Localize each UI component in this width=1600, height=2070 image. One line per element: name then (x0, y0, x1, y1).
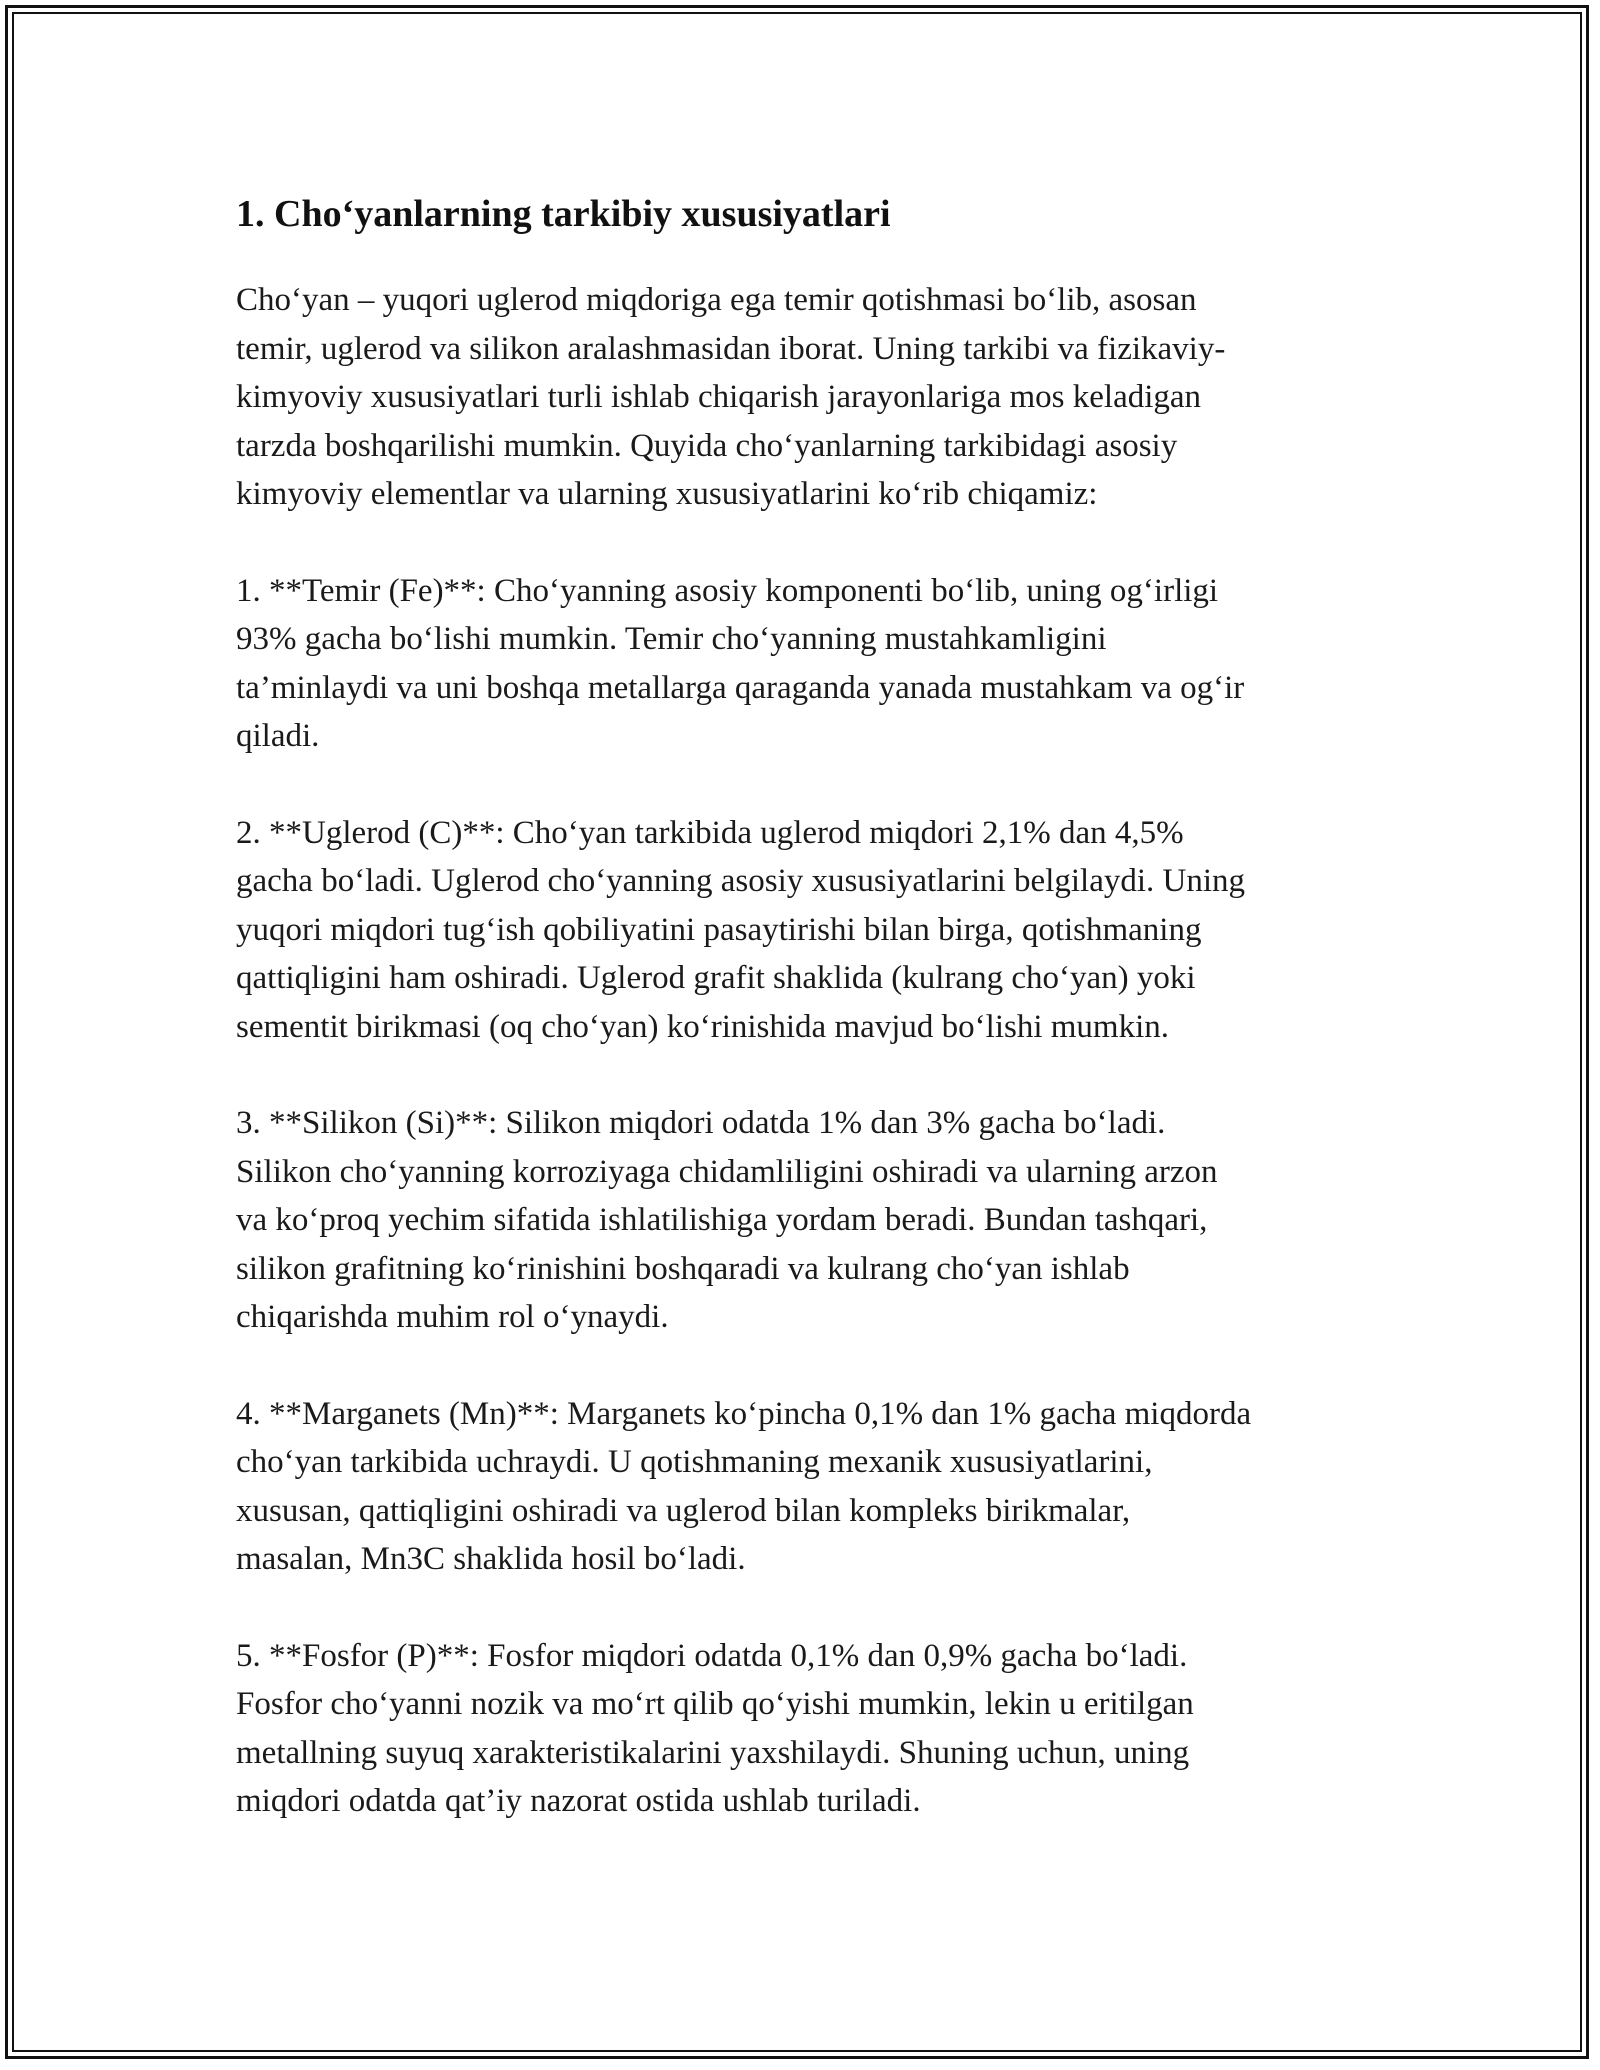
document-body (236, 186, 1376, 1874)
section-title: 1. Cho‘yanlarning tarkibiy xususiyatlari (236, 193, 891, 235)
intro-paragraph: Cho‘yan – yuqori uglerod miqdoriga ega temir qotishmasi bo‘lib, asosan temir, uglerod va silikon aralashmasidan iborat. Uning tarkibi va fizikaviy- kimyoviy xususiyatlari turli ishlab chiqarish jarayonlariga mos keladigan tarzda boshqarilishi mumkin. Quyida cho‘yanlarning tarkibidagi asosiy kimyoviy elementlar va ularning xususiyatlarini ko‘rib chiqamiz: (236, 282, 1226, 512)
paragraph-phosphorus: 5. **Fosfor (P)**: Fosfor miqdori odatda 0,1% dan 0,9% gacha bo‘ladi. Fosfor cho‘yanni nozik va mo‘rt qilib qo‘yishi mumkin, lekin u eritilgan metallning suyuq xarakteristikalarini yaxshilaydi. Shuning uchun, uning miqdori odatda qat’iy nazorat ostida ushlab turiladi. (236, 1637, 1194, 1819)
paragraph-iron: 1. **Temir (Fe)**: Cho‘yanning asosiy komponenti bo‘lib, uning og‘irligi 93% gacha bo‘lishi mumkin. Temir cho‘yanning mustahkamligini ta’minlaydi va uni boshqa metallarga qaraganda yanada mustahkam va og‘ir qiladi. (236, 572, 1245, 754)
paragraph-manganese: 4. **Marganets (Mn)**: Marganets ko‘pincha 0,1% dan 1% gacha miqdorda cho‘yan tarkibida uchraydi. U qotishmaning mexanik xususiyatlarini, xususan, qattiqligini oshiradi va uglerod bilan kompleks birikmalar, masalan, Mn3C shaklida hosil bo‘ladi. (236, 1395, 1252, 1577)
paragraph-carbon: 2. **Uglerod (C)**: Cho‘yan tarkibida uglerod miqdori 2,1% dan 4,5% gacha bo‘ladi. Uglerod cho‘yanning asosiy xususiyatlarini belgilaydi. Uning yuqori miqdori tug‘ish qobiliyatini pasaytirishi bilan birga, qotishmaning qattiqligini ham oshiradi. Uglerod grafit shaklida (kulrang cho‘yan) yoki sementit birikmasi (oq cho‘yan) ko‘rinishida mavjud bo‘lishi mumkin. (236, 814, 1246, 1045)
paragraph-silicon: 3. **Silikon (Si)**: Silikon miqdori odatda 1% dan 3% gacha bo‘ladi. Silikon cho‘yanning korroziyaga chidamliligini oshiradi va ularning arzon va ko‘proq yechim sifatida ishlatilishiga yordam beradi. Bundan tashqari, silikon grafitning ko‘rinishini boshqaradi va kulrang cho‘yan ishlab chiqarishda muhim rol o‘ynaydi. (236, 1105, 1218, 1335)
